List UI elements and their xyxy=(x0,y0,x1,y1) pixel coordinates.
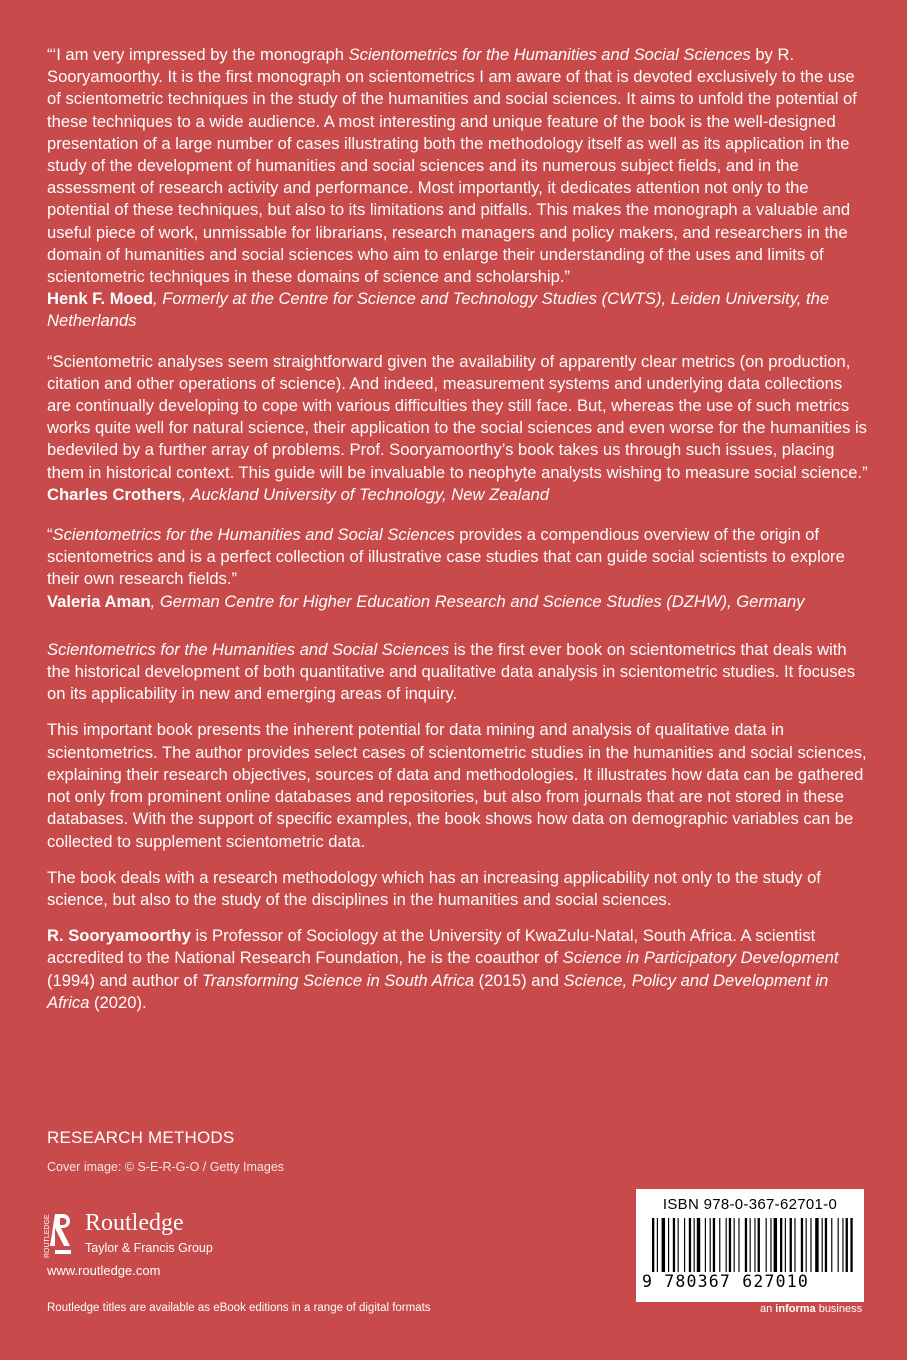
ean-digits: 9 780367 627010 xyxy=(642,1272,860,1291)
logo-vertical-text: ROUTLEDGE xyxy=(44,1214,51,1258)
book-title: Scientometrics for the Humanities and Social Sciences xyxy=(52,525,455,545)
review-valeria-aman: “Scientometrics for the Humanities and Social Sciences provides a compendious overview of the origin of scientometrics and is a perfect collection of illustrative case studies that can guide social scientists to explore their own research fields.” Valeria Aman, German Centre for Higher Education Research and Science Studies (DZHW), Germany xyxy=(47,525,845,611)
routledge-logo-icon xyxy=(45,1208,75,1260)
cover-image-credit: Cover image: © S-E-R-G-O / Getty Images xyxy=(47,1160,285,1174)
book-title: Scientometrics for the Humanities and Social Sciences xyxy=(348,45,751,64)
isbn-barcode xyxy=(636,1189,864,1302)
book-title: Scientometrics for the Humanities and Social Sciences xyxy=(47,639,450,659)
description-paragraph-2: This important book presents the inherent potential for data mining and analysis of qualitative data in scientometrics. The author provides select cases of scientometric studies in the humanities and social sciences, explaining their research objectives, sources of data and methodologies. It illustrates how data can be gathered not only from prominent online databases and repositories, but also from journals that are not stored in these databases. With the support of specific examples, the book shows how data on demographic variables can be collected to supplement scientometric data. xyxy=(47,720,867,851)
series-label: RESEARCH METHODS xyxy=(47,1128,235,1147)
back-cover-text xyxy=(47,44,869,1014)
ebook-note: Routledge titles are available as eBook editions in a range of digital formats xyxy=(47,1302,431,1314)
barcode-icon xyxy=(652,1218,852,1276)
description-paragraph-3: The book deals with a research methodology which has an increasing applicability not only to the study of science, but also to the study of the disciplines in the humanities and social sciences. xyxy=(47,867,821,909)
publisher-group: Taylor & Francis Group xyxy=(85,1241,213,1255)
description-paragraph-1: Scientometrics for the Humanities and Social Sciences is the first ever book on scientometrics that deals with the historical development of both quantitative and qualitative data analysis in scientometric studies. It focuses on its applicability in new and emerging areas of inquiry. xyxy=(47,639,856,704)
review-attribution: Charles Crothers, Auckland University of Technology, New Zealand xyxy=(47,484,550,504)
review-attribution: Henk F. Moed, Formerly at the Centre for Science and Technology Studies (CWTS), Leiden University, the Netherlands xyxy=(47,289,830,331)
review-charles-crothers: “Scientometric analyses seem straightforward given the availability of apparently clear metrics (on production, citation and other operations of science). And indeed, measurement systems and underlying data collections are continually developing to cope with various difficulties they still face. But, whereas the use of such metrics works quite well for natural science, their application to the social sciences and even worse for the humanities is bedeviled by a further array of problems. Prof. Sooryamoorthy’s book takes us through such issues, placing them in historical context. This guide will be invaluable to neophyte analysts wishing to measure social science.” Charles Crothers, Auckland University of Technology, New Zealand xyxy=(47,351,868,504)
publisher-name: Routledge xyxy=(85,1210,184,1236)
author-bio: R. Sooryamoorthy is Professor of Sociology at the University of KwaZulu-Natal, South Africa. A scientist accredited to the National Research Foundation, he is the coauthor of Science in Participatory Development (1994) and author of Transforming Science in South Africa (2015) and Science, Policy and Development in Africa (2020). xyxy=(47,926,839,1012)
isbn-number: ISBN 978-0-367-62701-0 xyxy=(662,1196,838,1213)
informa-business-label: an informa business xyxy=(760,1303,863,1315)
author-name: R. Sooryamoorthy xyxy=(47,926,191,946)
review-attribution: Valeria Aman, German Centre for Higher Education Research and Science Studies (DZHW), Germany xyxy=(47,591,805,611)
review-henk-moed: “‘I am very impressed by the monograph Scientometrics for the Humanities and Social Sciences by R. Sooryamoorthy. It is the first monograph on scientometrics I am aware of that is devoted exclusively to the use of scientometric techniques in the study of the humanities and social sciences. It aims to unfold the potential of these techniques to a wide audience. A most interesting and unique feature of the book is the well-designed presentation of a large number of cases illustrating both the methodology itself as well as its application in the study of the development of humanities and social sciences and its numerous subject fields, and in the assessment of research activity and performance. Most importantly, it dedicates attention not only to the potential of these techniques, but also to its limitations and pitfalls. This makes the monograph a valuable and useful piece of work, unmissable for librarians, research managers and policy makers, and researchers in the domain of humanities and social sciences who aim to enlarge their understanding of the uses and limits of scientometric techniques in these domains of science and scholarship.” Henk F. Moed, Formerly at the Centre for Science and Technology Studies (CWTS), Leiden University, the Netherlands xyxy=(47,45,857,331)
publisher-logo xyxy=(45,1206,265,1262)
publisher-website[interactable]: www.routledge.com xyxy=(47,1263,161,1278)
